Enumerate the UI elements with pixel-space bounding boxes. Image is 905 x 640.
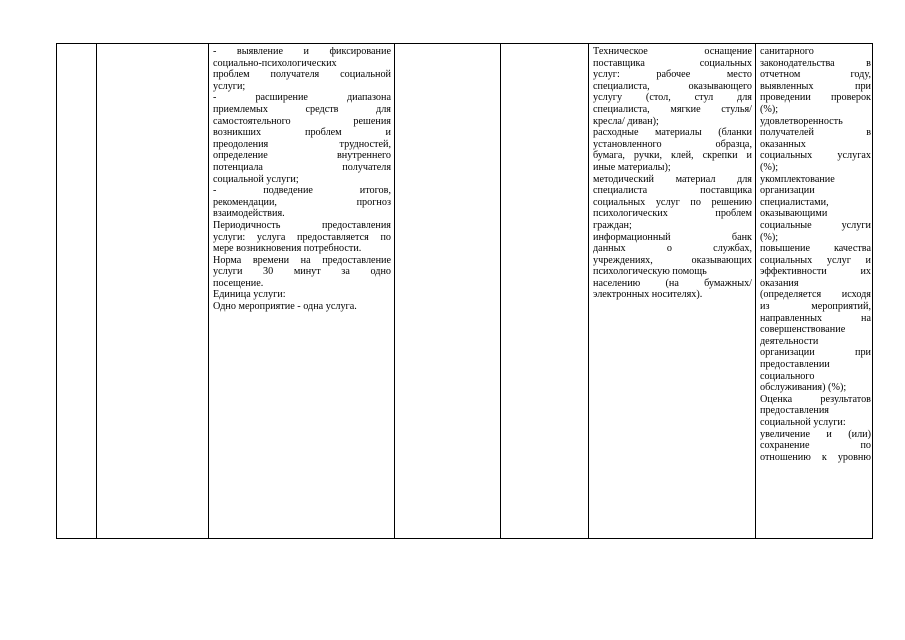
text-line: услуги 30 минут за одно bbox=[213, 266, 391, 278]
text-line: увеличение и (или) bbox=[760, 428, 871, 440]
text-line: электронных носителях). bbox=[593, 289, 703, 301]
text-line: специалистами, bbox=[760, 196, 829, 208]
text-line: услуги; bbox=[213, 80, 246, 92]
text-line: Техническое оснащение bbox=[593, 46, 752, 57]
text-line: специалиста, оказывающего bbox=[593, 80, 752, 92]
quality-indicators-text bbox=[756, 44, 874, 463]
table-column-service-name bbox=[97, 44, 209, 538]
text-line: расходные материалы (бланки bbox=[593, 127, 752, 139]
text-line: эффективности их bbox=[760, 266, 871, 278]
text-line: бумага, ручки, клей, скрепки и bbox=[593, 150, 752, 162]
text-line: - расширение диапазона bbox=[213, 92, 391, 104]
text-line: социальной услуги: bbox=[760, 417, 846, 428]
text-line: отчетном году, bbox=[760, 69, 871, 81]
text-line: населению (на бумажных/ bbox=[593, 277, 752, 289]
text-line: услуги: услуга предоставляется по bbox=[213, 231, 391, 243]
text-line: (%); bbox=[760, 231, 779, 243]
text-line: оказанных bbox=[760, 138, 806, 150]
text-line: проблем получателя социальной bbox=[213, 69, 391, 81]
text-line: предоставлении bbox=[760, 359, 830, 371]
text-line: поставщика социальных bbox=[593, 57, 752, 69]
text-line: информационный банк bbox=[593, 231, 752, 243]
text-line: специалиста, мягкие стулья/ bbox=[593, 103, 752, 115]
text-line: социальных услуг по решению bbox=[593, 196, 752, 208]
text-line: социальных услугах bbox=[760, 150, 871, 162]
text-line: (%); bbox=[760, 161, 779, 173]
text-line: законодательства в bbox=[760, 57, 871, 69]
text-line: санитарного bbox=[760, 46, 814, 57]
text-line: оказания bbox=[760, 277, 799, 289]
text-line: отношению к уровню bbox=[760, 451, 871, 463]
equipment-text bbox=[589, 44, 755, 301]
text-line: получателей в bbox=[760, 127, 871, 139]
table-column-number bbox=[57, 44, 97, 538]
text-line: услуг: рабочее место bbox=[593, 69, 752, 81]
text-line: Одно мероприятие - одна услуга. bbox=[213, 301, 357, 313]
text-line: Норма времени на предоставление bbox=[213, 254, 391, 266]
text-line: Единица услуги: bbox=[213, 289, 286, 301]
text-line: оказывающими bbox=[760, 208, 828, 220]
text-line: приемлемых средств для bbox=[213, 103, 391, 115]
text-line: - подведение итогов, bbox=[213, 185, 391, 197]
text-line: организации при bbox=[760, 347, 871, 359]
text-line: направленных на bbox=[760, 312, 871, 324]
text-line: психологических проблем bbox=[593, 208, 752, 220]
text-line: специалиста поставщика bbox=[593, 185, 752, 197]
text-line: возникших проблем и bbox=[213, 127, 391, 139]
text-line: услугу (стол, стул для bbox=[593, 92, 752, 104]
table-column-per-capita-norm bbox=[501, 44, 589, 538]
table-column-quality-indicators bbox=[756, 44, 874, 538]
text-line: социально-психологических bbox=[213, 57, 337, 69]
text-line: рекомендации, прогноз bbox=[213, 196, 391, 208]
standards-table bbox=[56, 43, 873, 539]
text-line: потенциала получателя bbox=[213, 161, 391, 173]
text-line: сохранение по bbox=[760, 440, 871, 452]
text-line: выявленных при bbox=[760, 80, 871, 92]
text-line: преодоления трудностей, bbox=[213, 138, 391, 150]
text-line: проведении проверок bbox=[760, 92, 871, 104]
text-line: деятельности bbox=[760, 335, 819, 347]
text-line: повышение качества bbox=[760, 243, 871, 255]
text-line: удовлетворенность bbox=[760, 115, 843, 127]
text-line: установленного образца, bbox=[593, 138, 752, 150]
text-line: самостоятельного решения bbox=[213, 115, 391, 127]
table-column-service-content bbox=[209, 44, 395, 538]
text-line: психологическую помощь bbox=[593, 266, 707, 278]
text-line: взаимодействия. bbox=[213, 208, 285, 220]
service-content-text bbox=[209, 44, 394, 313]
text-line: предоставления bbox=[760, 405, 829, 417]
text-line: совершенствование bbox=[760, 324, 846, 336]
table-column-deadline bbox=[395, 44, 501, 538]
text-line: посещение. bbox=[213, 277, 264, 289]
text-line: определение внутреннего bbox=[213, 150, 391, 162]
text-line: данных о службах, bbox=[593, 243, 752, 255]
text-line: социальной услуги; bbox=[213, 173, 299, 185]
text-line: кресла/ диван); bbox=[593, 115, 659, 127]
text-line: иные материалы); bbox=[593, 161, 671, 173]
text-line: методический материал для bbox=[593, 173, 752, 185]
text-line: (определяется исходя bbox=[760, 289, 871, 301]
text-line: учреждениях, оказывающих bbox=[593, 254, 752, 266]
text-line: социального bbox=[760, 370, 815, 382]
text-line: из мероприятий, bbox=[760, 301, 871, 313]
text-line: социальных услуг и bbox=[760, 254, 871, 266]
text-line: Оценка результатов bbox=[760, 393, 871, 405]
text-line: граждан; bbox=[593, 219, 632, 231]
text-line: Периодичность предоставления bbox=[213, 219, 391, 231]
text-line: (%); bbox=[760, 103, 779, 115]
text-line: - выявление и фиксирование bbox=[213, 46, 391, 57]
text-line: социальные услуги bbox=[760, 219, 871, 231]
table-column-equipment bbox=[589, 44, 756, 538]
text-line: укомплектование bbox=[760, 173, 835, 185]
text-line: мере возникновения потребности. bbox=[213, 243, 362, 255]
text-line: организации bbox=[760, 185, 815, 197]
text-line: обслуживания) (%); bbox=[760, 382, 847, 394]
